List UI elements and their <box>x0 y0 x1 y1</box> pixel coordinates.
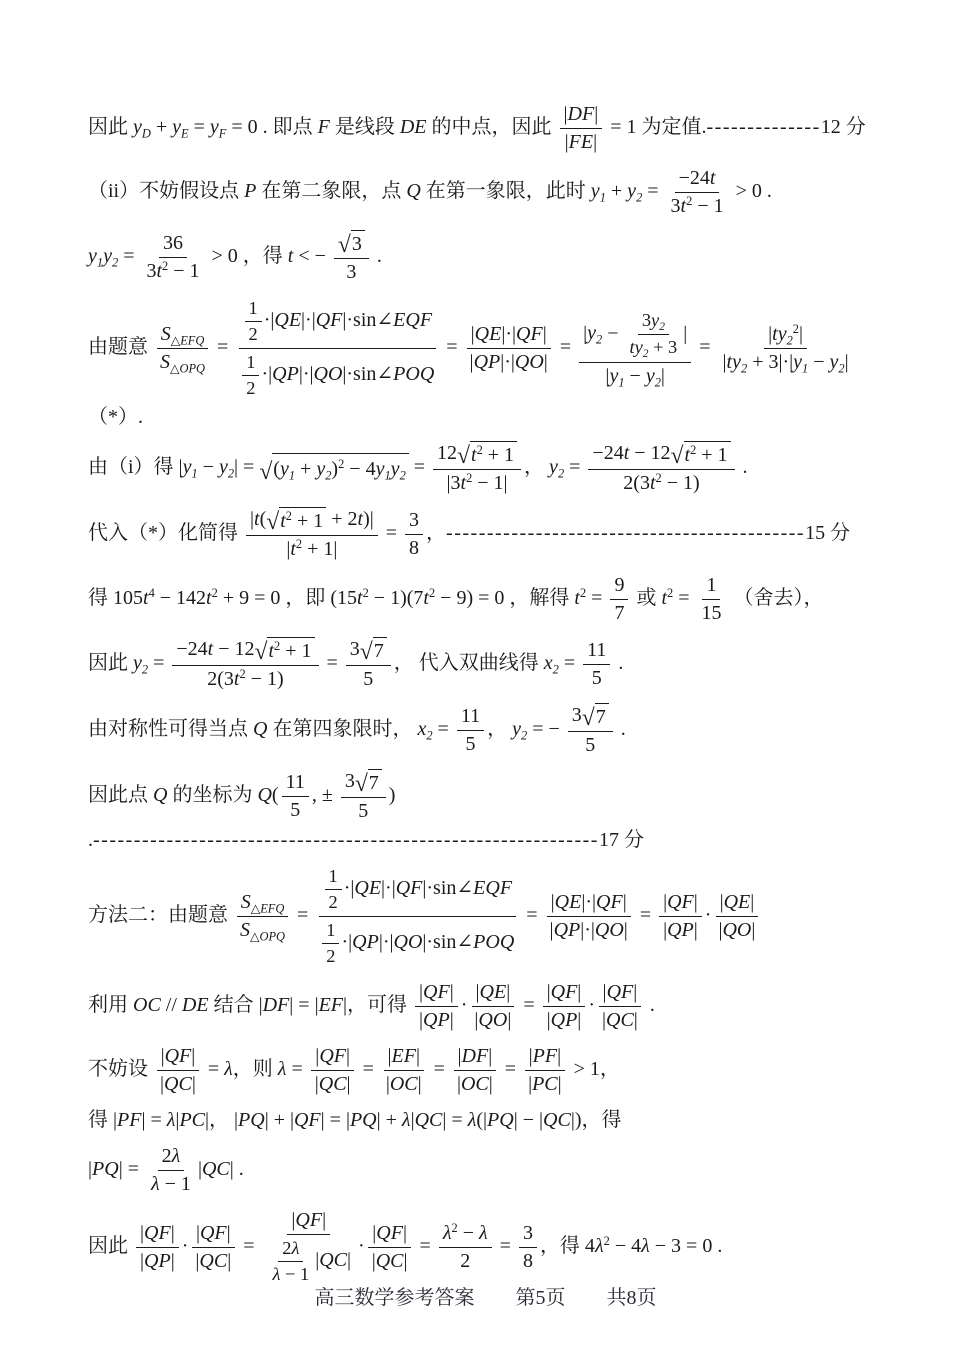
fraction: 3 √ 7 5 <box>341 769 386 824</box>
fraction: $\frac{11}{5}$ <box>583 638 610 691</box>
dotted-score-leader: -------------- <box>706 116 821 139</box>
fraction: −24t − 12 √ $t^2 + 1$ $2(3t^2 - 1)$ <box>172 637 318 692</box>
sqrt-radical: √ 3 <box>338 230 365 257</box>
fraction: $\frac{|DF|}{|FE|}$ <box>560 102 603 155</box>
line-midpoint-conclusion-12pts: 因此 $y_D + y_E = y_F = 0$ . 即点 F 是线段 DE 的中点，因此 $\frac{|DF|}{|FE|}$ = 1 为定值.--------------12 分 <box>88 103 866 153</box>
line-y1y2-product: $y_1y_2$ = $\frac{36}{3t^2 - 1}$ > 0 ，得 t < − √ 3 3 . <box>88 232 382 283</box>
fraction: $\frac{|QF|}{|QC|}$ <box>311 1044 355 1097</box>
fraction: $\frac{|DF|}{|OC|}$ <box>453 1044 497 1097</box>
dotted-score-leader: -------------------------------------------- <box>446 522 806 545</box>
fraction: $\frac{|PF|}{|PC|}$ <box>524 1044 566 1097</box>
fraction: $\frac{|QF|}{|QP|}$ <box>136 1221 179 1274</box>
sqrt-radical: √ $t^2 + 1$ <box>255 637 315 664</box>
sqrt-radical: √ $(y_1 + y_2)^2 - 4y_1y_2$ <box>259 453 408 484</box>
fraction: $\frac{1}{2}$ ·|QE|·|QF|·sin∠EQF $\frac{1}{2}$ ·|QP|·|QO|·sin∠POQ <box>236 296 438 401</box>
fraction: $|y_2$ − $\frac{3y_2}{ty_2 + 3}$ | $|y_1 - y_2|$ <box>579 308 691 390</box>
fraction: $\frac{1}{2}$ ·|QE|·|QF|·sin∠EQF $\frac{1}{2}$ ·|QP|·|QO|·sin∠POQ <box>316 864 518 969</box>
fraction: $\frac{|QE|\cdot|QF|}{|QP|\cdot|QO|}$ <box>546 890 632 943</box>
fraction: |QF| $\frac{2\lambda}{\lambda - 1}$ |QC| <box>262 1208 355 1287</box>
fraction: $\frac{11}{5}$ <box>457 704 484 757</box>
line-pf-lambda: 得 |PF| = λ|PC|， |PQ| + |QF| = |PQ| + λ|QC| = λ(|PQ| − |QC|)，得 <box>88 1109 622 1131</box>
fraction: $\frac{1}{2}$ <box>322 919 339 968</box>
fraction: $\frac{1}{2}$ <box>325 865 342 914</box>
fraction: $\frac{|QF|}{|QP|}$ <box>415 980 458 1033</box>
fraction: 3 √ 7 5 <box>346 637 391 692</box>
fraction: $\frac{|ty_2^2|}{|ty_2 + 3|\cdot|y_1 - y_2|}$ <box>722 322 849 376</box>
fraction: $\frac{|QF|}{|QP|}$ <box>543 980 586 1033</box>
line-quartic-solve: 得 $105t^4 - 142t^2 + 9 = 0$ ，即 $(15t^2 - 1)(7t^2 - 9) = 0$ ，解得 $t^2$ = $\frac{9}{7}$ 或 $t^2$ = $\frac{1}{15}$ （舍去）， <box>88 574 824 624</box>
fraction: 3 √ 7 5 <box>568 703 613 758</box>
fraction: 12 √ $t^2 + 1$ $|3t^2 - 1|$ <box>433 441 521 496</box>
fraction: $\frac{1}{15}$ <box>701 574 722 624</box>
fraction: $\frac{|QF|}{|QC|}$ <box>191 1221 235 1274</box>
fraction: $\frac{|EF|}{|OC|}$ <box>382 1044 426 1097</box>
sqrt-radical: √ $t^2 + 1$ <box>671 441 731 468</box>
fraction: $\frac{1}{2}$ <box>242 351 259 400</box>
sqrt-radical: √ 7 <box>582 703 609 730</box>
fraction: $\frac{|QF|}{|QC|}$ <box>598 980 642 1033</box>
fraction: $\frac{S_{\triangle EFQ}}{S_{\triangle OPQ}}$ <box>236 890 289 943</box>
fraction: $\frac{36}{3t^2 - 1}$ <box>146 232 200 282</box>
fraction: $\frac{|QE|}{|QO|}$ <box>470 980 515 1033</box>
fraction: √ 3 3 <box>334 230 369 285</box>
line-lambda-equation: 因此 $\frac{|QF|}{|QP|}$ · $\frac{|QF|}{|QC|}$ = |QF| $\frac{2\lambda}{\lambda - 1}$ |QC| · $\frac{|QF|}{|QC|}$ = $\frac{\lambda^2 - \lambda}{2}$ = $\frac{3}{8}$ ，得 $4\lambda^2 - 4\lambda - 3 = 0$ . <box>88 1206 901 1289</box>
line-parallel-combine: 利用 OC // DE 结合 |DF| = |EF|，可得 $\frac{|QF|}{|QP|}$ · $\frac{|QE|}{|QO|}$ = $\frac{|QF|}{|QP|}$ · $\frac{|QF|}{|QC|}$ . <box>88 981 655 1031</box>
fraction: $\frac{|QF|}{|QC|}$ <box>368 1221 412 1274</box>
fraction: $\frac{9}{7}$ <box>610 573 628 626</box>
line-y2-value: 因此 $y_2$ = −24t − 12 √ $t^2 + 1$ $2(3t^2 - 1)$ = 3 √ 7 5 ， 代入双曲线得 $x_2$ = $\frac{11}{5}$ . <box>88 638 624 690</box>
fraction: $\frac{|QF|}{|QC|}$ <box>156 1044 200 1097</box>
footer-page-number: 第5页 <box>515 1287 566 1309</box>
fraction: $\frac{S_{\triangle EFQ}}{S_{\triangle OPQ}}$ <box>156 322 209 375</box>
fraction: $\frac{2\lambda}{\lambda - 1}$ <box>150 1145 191 1195</box>
fraction: $\frac{3}{8}$ <box>405 508 423 561</box>
line-q-coordinates-17pts: 因此点 Q 的坐标为 Q( $\frac{11}{5}$ , ± 3 √ 7 5 ) .--------------------------------------------------------------17 分 <box>88 770 644 851</box>
fraction: $\frac{3y_2}{ty_2 + 3}$ <box>629 309 678 360</box>
fraction: $\frac{\lambda^2 - \lambda}{2}$ <box>439 1221 492 1274</box>
fraction: |t( √ $t^2 + 1$ + 2t)| $|t^2 + 1|$ <box>246 507 378 562</box>
fraction: $\frac{11}{5}$ <box>282 770 309 823</box>
fraction: −24t − 12 √ $t^2 + 1$ $2(3t^2 - 1)$ <box>588 441 734 496</box>
sqrt-radical: √ $t^2 + 1$ <box>266 507 326 534</box>
footer-doc-title: 高三数学参考答案 <box>314 1287 475 1309</box>
sqrt-radical: √ 7 <box>360 637 387 664</box>
sqrt-radical: √ 7 <box>355 769 382 796</box>
line-assume-quadrants: （ii）不妨假设点 P 在第二象限，点 Q 在第一象限，此时 $y_1 + y_2$ = $\frac{-24t}{3t^2 - 1}$ > 0 . <box>88 167 772 217</box>
dotted-score-leader: -------------------------------------------------------------- <box>93 829 599 851</box>
fraction: $\frac{|QE|\cdot|QF|}{|QP|\cdot|QO|}$ <box>466 322 552 375</box>
line-symmetry-case: 由对称性可得当点 Q 在第四象限时， $x_2$ = $\frac{11}{5}$ ， $y_2$ = − 3 √ 7 5 . <box>88 704 626 756</box>
fraction: $\frac{-24t}{3t^2 - 1}$ <box>670 167 724 217</box>
line-lambda-def: 不妨设 $\frac{|QF|}{|QC|}$ = λ，则 λ = $\frac{|QF|}{|QC|}$ = $\frac{|EF|}{|OC|}$ = $\frac{|DF|}{|OC|}$ = $\frac{|PF|}{|PC|}$ > 1， <box>88 1045 620 1095</box>
fraction: $\frac{1}{2}$ <box>245 297 262 346</box>
line-method2-area-ratio: 方法二：由题意 $\frac{S_{\triangle EFQ}}{S_{\triangle OPQ}}$ = $\frac{1}{2}$ ·|QE|·|QF|·sin∠EQF $\frac{1}{2}$ ·|QP|·|QO|·sin∠POQ = $\frac{|QE|\cdot|QF|}{|QP|\cdot|QO|}$ = $\frac{|QF|}{|QP|}$ · $\frac{|QE|}{|QO|}$ <box>88 862 901 971</box>
page-footer <box>0 1281 971 1310</box>
fraction: $\frac{3}{8}$ <box>519 1221 537 1274</box>
footer-page-total: 共8页 <box>606 1287 657 1309</box>
line-substitute-simplify-15pts: 代入（*）化简得 |t( √ $t^2 + 1$ + 2t)| $|t^2 + 1|$ = $\frac{3}{8}$ ，--------------------------------------------15 分 <box>88 508 851 560</box>
line-area-ratio-method1: 由题意 $\frac{S_{\triangle EFQ}}{S_{\triangle OPQ}}$ = $\frac{1}{2}$ ·|QE|·|QF|·sin∠EQF $\frac{1}{2}$ ·|QP|·|QO|·sin∠POQ = $\frac{|QE|\cdot|QF|}{|QP|\cdot|QO|}$ = $|y_2$ − $\frac{3y_2}{ty_2 + 3}$ | $|y_1 - y_2|$ = $\frac{|ty_2^2|}{|ty_2 + 3|\cdot|y_1 - y_2|}$ （*）. <box>88 298 866 428</box>
sqrt-radical: √ $t^2 + 1$ <box>457 441 517 468</box>
fraction: $\frac{|QE|}{|QO|}$ <box>714 890 759 943</box>
fraction: $\frac{|QF|}{|QP|}$ <box>659 890 702 943</box>
fraction: $\frac{2\lambda}{\lambda - 1}$ <box>272 1238 310 1284</box>
line-pq-expression: |PQ| = $\frac{2\lambda}{\lambda - 1}$ |QC| . <box>88 1145 244 1195</box>
line-y-difference: 由（i）得 $|y_1 - y_2|$ = √ $(y_1 + y_2)^2 - 4y_1y_2$ = 12 √ $t^2 + 1$ $|3t^2 - 1|$ ， $y_2$ = −24t − 12 √ $t^2 + 1$ $2(3t^2 - 1)$ . <box>88 442 748 494</box>
